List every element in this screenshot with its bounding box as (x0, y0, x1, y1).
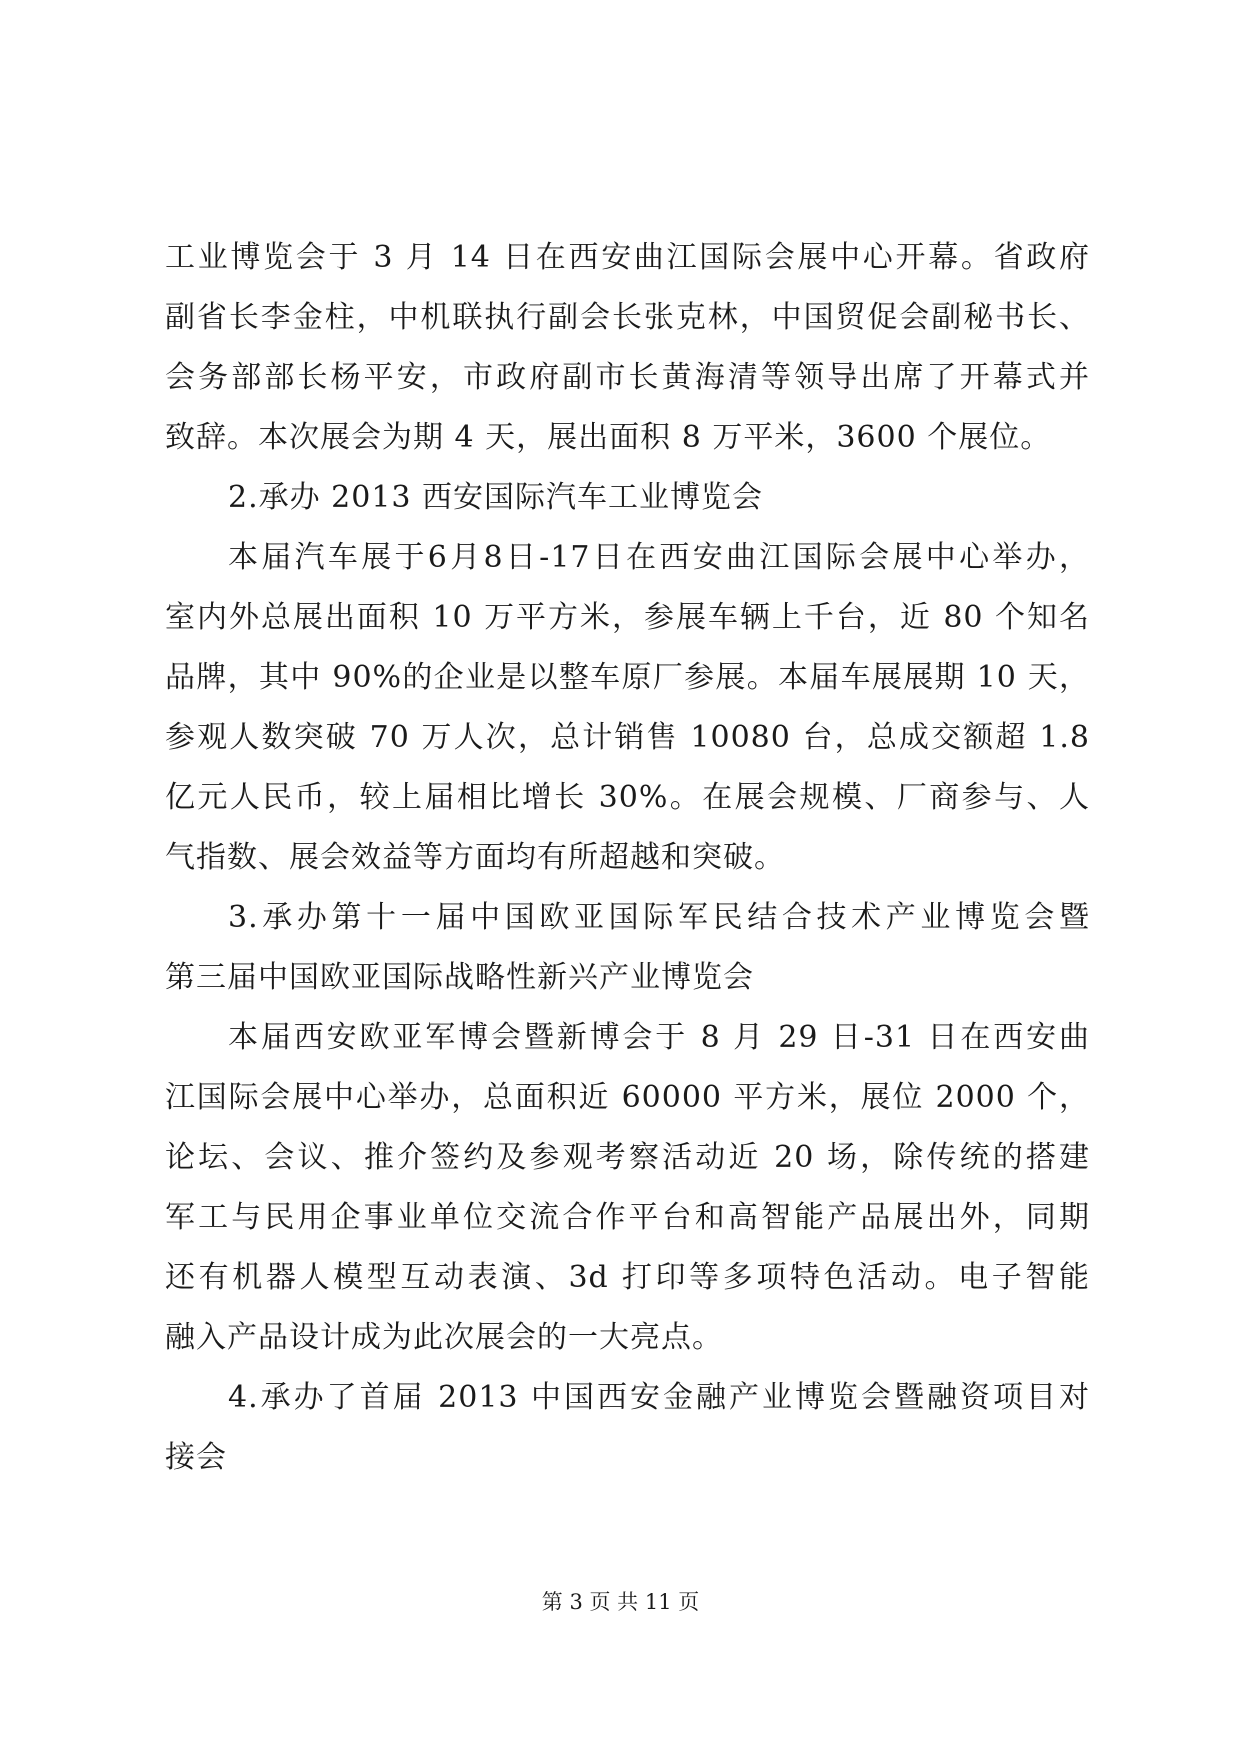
text-line: 气指数、展会效益等方面均有所超越和突破。 (165, 840, 785, 875)
section-heading: 第三届中国欧亚国际战略性新兴产业博览会 (165, 960, 754, 995)
text-line: 军工与民用企事业单位交流合作平台和高智能产品展出外，同期 (165, 1200, 1090, 1235)
text-line: 融入产品设计成为此次展会的一大亮点。 (165, 1320, 723, 1355)
text-line: 本届汽车展于6月8日-17日在西安曲江国际会展中心举办， (228, 540, 1090, 575)
text-line: 会务部部长杨平安，市政府副市长黄海清等领导出席了开幕式并 (165, 360, 1090, 395)
document-body (165, 228, 1090, 1488)
text-line: 致辞。本次展会为期 4 天，展出面积 8 万平米，3600 个展位。 (165, 420, 1052, 455)
text-line: 亿元人民币，较上届相比增长 30%。在展会规模、厂商参与、人 (165, 780, 1090, 815)
section-heading: 4.承办了首届 2013 中国西安金融产业博览会暨融资项目对 (228, 1380, 1090, 1415)
text-line: 江国际会展中心举办，总面积近 60000 平方米，展位 2000 个， (165, 1080, 1090, 1115)
text-line: 副省长李金柱，中机联执行副会长张克林，中国贸促会副秘书长、 (165, 300, 1090, 335)
page-number-footer: 第 3 页 共 11 页 (541, 1590, 700, 1614)
section-heading: 接会 (165, 1440, 227, 1475)
text-line: 参观人数突破 70 万人次，总计销售 10080 台，总成交额超 1.8 (165, 720, 1090, 755)
text-line: 工业博览会于 3 月 14 日在西安曲江国际会展中心开幕。省政府 (165, 240, 1090, 275)
text-line: 论坛、会议、推介签约及参观考察活动近 20 场，除传统的搭建 (165, 1140, 1090, 1175)
text-line: 品牌，其中 90%的企业是以整车原厂参展。本届车展展期 10 天， (165, 660, 1090, 695)
section-heading: 2.承办 2013 西安国际汽车工业博览会 (228, 480, 764, 515)
text-line: 还有机器人模型互动表演、3d 打印等多项特色活动。电子智能 (165, 1260, 1090, 1295)
text-line: 室内外总展出面积 10 万平方米，参展车辆上千台，近 80 个知名 (165, 600, 1090, 635)
section-heading: 3.承办第十一届中国欧亚国际军民结合技术产业博览会暨 (228, 900, 1090, 935)
text-line: 本届西安欧亚军博会暨新博会于 8 月 29 日-31 日在西安曲 (228, 1020, 1090, 1055)
